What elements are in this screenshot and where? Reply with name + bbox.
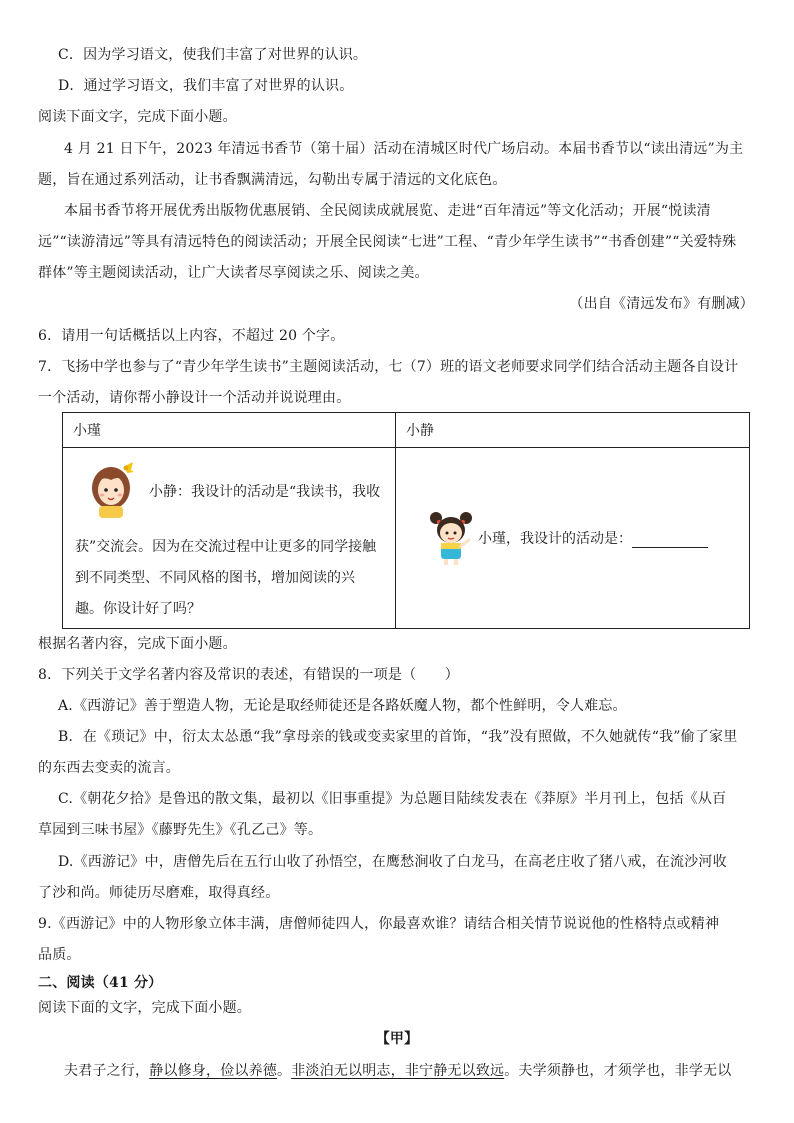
reading-instruction: 阅读下面文字，完成下面小题。 bbox=[38, 109, 237, 125]
passage-paragraph-2-line-2: 远”“读游清远”等具有清远特色的阅读活动；开展全民阅读“七进”工程、“青少年学生读书”“书香创建”“关爱特殊 bbox=[38, 234, 737, 250]
girl-with-bow-avatar-icon bbox=[85, 460, 141, 522]
question-7-line-1: 7．飞扬中学也参与了“青少年学生读书”主题阅读活动，七（7）班的语文老师要求同学们结合活动主题各自设计 bbox=[38, 359, 739, 375]
question-8-option-d-line-1: D.《西游记》中，唐僧先后在五行山收了孙悟空，在鹰愁涧收了白龙马，在高老庄收了猪八戒，在流沙河收 bbox=[58, 854, 727, 870]
xiaojin-line-3: 到不同类型、不同风格的图书，增加阅读的兴 bbox=[75, 570, 355, 586]
question-7-line-2: 一个活动，请你帮小静设计一个活动并说说理由。 bbox=[38, 390, 351, 406]
option-d: D．通过学习语文，我们丰富了对世界的认识。 bbox=[58, 78, 354, 94]
xiaojin-line-4: 趣。你设计好了吗？ bbox=[75, 601, 201, 617]
question-8-option-c-line-2: 草园到三味书屋》《藤野先生》《孔乙己》等。 bbox=[38, 822, 323, 838]
question-8-option-b-line-2: 的东西去变卖的流言。 bbox=[38, 760, 180, 776]
answer-blank[interactable] bbox=[632, 533, 708, 548]
question-6: 6．请用一句话概括以上内容，不超过 20 个字。 bbox=[38, 328, 345, 344]
table-header-xiaojin: 小瑾 bbox=[63, 413, 396, 448]
girl-with-buns-avatar-icon bbox=[428, 508, 474, 566]
xiaojing-response-cell bbox=[396, 448, 750, 629]
question-8-option-a: A.《西游记》善于塑造人物，无论是取经师徒还是各路妖魔人物，都个性鲜明，令人难忘。 bbox=[58, 698, 627, 714]
reading-instruction-3: 阅读下面的文字，完成下面小题。 bbox=[38, 1000, 251, 1016]
question-8-option-c-line-1: C.《朝花夕拾》是鲁迅的散文集，最初以《旧事重提》为总题目陆续发表在《莽原》半月刊上，包括《从百 bbox=[58, 791, 727, 807]
question-9-line-1: 9.《西游记》中的人物形象立体丰满，唐僧师徒四人，你最喜欢谁？请结合相关情节说说他的性格特点或精神 bbox=[38, 916, 720, 932]
passage-source: （出自《清远发布》有删减） bbox=[569, 296, 754, 312]
passage-paragraph-1-line-2: 题，旨在通过系列活动，让书香飘满清远，勾勒出专属于清远的文化底色。 bbox=[38, 172, 507, 188]
xiaojin-line-2: 获”交流会。因为在交流过程中让更多的同学接触 bbox=[75, 539, 377, 555]
option-c: C．因为学习语文，使我们丰富了对世界的认识。 bbox=[58, 47, 368, 63]
question-8-option-b-line-1: B．在《琐记》中，衍太太怂恿“我”拿母亲的钱或变卖家里的首饰，“我”没有照做，不久她就传“我”偷了家里 bbox=[58, 729, 738, 745]
underlined-phrase-1: 静以修身，俭以养德 bbox=[149, 1063, 278, 1079]
passage-paragraph-1-line-1: 4 月 21 日下午，2023 年清远书香节（第十届）活动在清城区时代广场启动。本届书香节以“读出清远”为主 bbox=[64, 141, 744, 157]
xiaojing-line: 小瑾，我设计的活动是： bbox=[478, 528, 708, 548]
passage-paragraph-2-line-3: 群体”等主题阅读活动，让广大读者尽享阅读之乐、阅读之美。 bbox=[38, 265, 429, 281]
xiaojin-line-1: 小静：我设计的活动是“我读书，我收 bbox=[149, 484, 381, 500]
classical-passage-line: 夫君子之行，静以修身，俭以养德。非淡泊无以明志，非宁静无以致远。夫学须静也，才须学也，非学无以 bbox=[64, 1063, 732, 1079]
activity-table bbox=[62, 412, 750, 629]
underlined-phrase-2: 非淡泊无以明志，非宁静无以致远 bbox=[291, 1063, 505, 1079]
reading-instruction-2: 根据名著内容，完成下面小题。 bbox=[38, 636, 237, 652]
passage-paragraph-2-line-1: 本届书香节将开展优秀出版物优惠展销、全民阅读成就展览、走进“百年清远”等文化活动；开展“悦读清 bbox=[64, 203, 711, 219]
passage-jia-label: 【甲】 bbox=[375, 1031, 419, 1047]
question-9-line-2: 品质。 bbox=[38, 947, 81, 963]
question-8: 8．下列关于文学名著内容及常识的表述，有错误的一项是（ ） bbox=[38, 667, 459, 683]
table-header-xiaojing: 小静 bbox=[396, 413, 750, 448]
question-8-option-d-line-2: 了沙和尚。师徒历尽磨难，取得真经。 bbox=[38, 885, 280, 901]
xiaojin-dialogue-cell bbox=[63, 448, 396, 629]
section-2-heading: 二、阅读（41 分） bbox=[38, 975, 163, 991]
